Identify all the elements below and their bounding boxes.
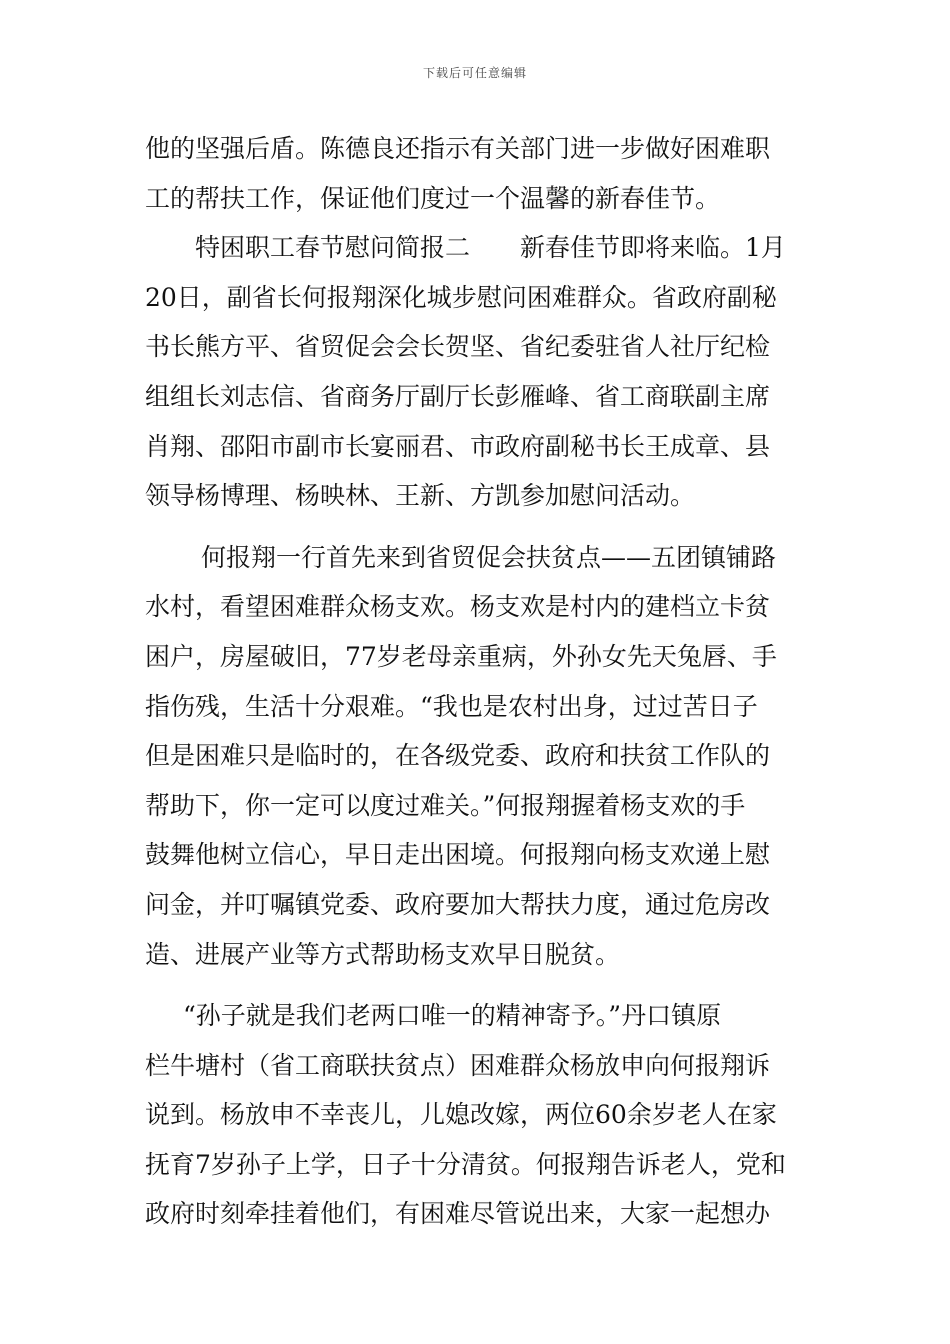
text-line: 造、进展产业等方式帮助杨支欢早日脱贫。 bbox=[145, 939, 621, 969]
text-line: 政府时刻牵挂着他们，有困难尽管说出来，大家一起想办 bbox=[145, 1199, 771, 1229]
document-body bbox=[145, 128, 811, 1243]
text-line: 但是困难只是临时的，在各级党委、政府和扶贫工作队的 bbox=[145, 741, 771, 771]
text-line: 工的帮扶工作，保证他们度过一个温馨的新春佳节。 bbox=[145, 183, 721, 213]
text-line: 领导杨博理、杨映林、王新、方凯参加慰问活动。 bbox=[145, 481, 696, 511]
text-line: 组组长刘志信、省商务厅副厅长彭雁峰、省工商联副主席 bbox=[145, 381, 771, 411]
text-line: 肖翔、邵阳市副市长宴丽君、市政府副秘书长王成章、县 bbox=[145, 431, 771, 461]
text-line: 鼓舞他树立信心，早日走出困境。何报翔向杨支欢递上慰 bbox=[145, 840, 771, 870]
paragraph-first-line: “孙子就是我们老两口唯一的精神寄予。”丹口镇原 bbox=[183, 1001, 722, 1031]
text-line: 抚育7岁孙子上学，日子十分清贫。何报翔告诉老人，党和 bbox=[145, 1149, 786, 1179]
text-line: 书长熊方平、省贸促会会长贺坚、省纪委驻省人社厅纪检 bbox=[145, 332, 771, 362]
text-line: 他的坚强后盾。陈德良还指示有关部门进一步做好困难职 bbox=[145, 134, 771, 163]
text-line: 困户，房屋破旧，77岁老母亲重病，外孙女先天兔唇、手 bbox=[145, 641, 777, 671]
text-line: 指伤残，生活十分艰难。“我也是农村出身，过过苦日子 bbox=[145, 691, 758, 721]
paragraph-spacer bbox=[145, 525, 811, 537]
text-line: 水村，看望困难群众杨支欢。杨支欢是村内的建档立卡贫 bbox=[145, 592, 771, 622]
paragraph-first-line: 何报翔一行首先来到省贸促会扶贫点——五团镇铺路 bbox=[201, 542, 777, 572]
text-line: 说到。杨放申不幸丧儿，儿媳改嫁，两位60余岁老人在家 bbox=[145, 1100, 777, 1130]
text-line: 帮助下，你一定可以度过难关。”何报翔握着杨支欢的手 bbox=[145, 790, 746, 820]
paragraph-spacer bbox=[145, 983, 811, 995]
text-line: 20日，副省长何报翔深化城步慰问困难群众。省政府副秘 bbox=[145, 282, 777, 312]
text-line: 栏牛塘村（省工商联扶贫点）困难群众杨放申向何报翔诉 bbox=[145, 1050, 771, 1080]
text-line: 问金，并叮嘱镇党委、政府要加大帮扶力度，通过危房改 bbox=[145, 889, 771, 919]
paragraph-first-line: 特困职工春节慰问简报二 新春佳节即将来临。1月 bbox=[195, 233, 786, 263]
page-header: 下载后可任意编辑 bbox=[422, 66, 527, 80]
